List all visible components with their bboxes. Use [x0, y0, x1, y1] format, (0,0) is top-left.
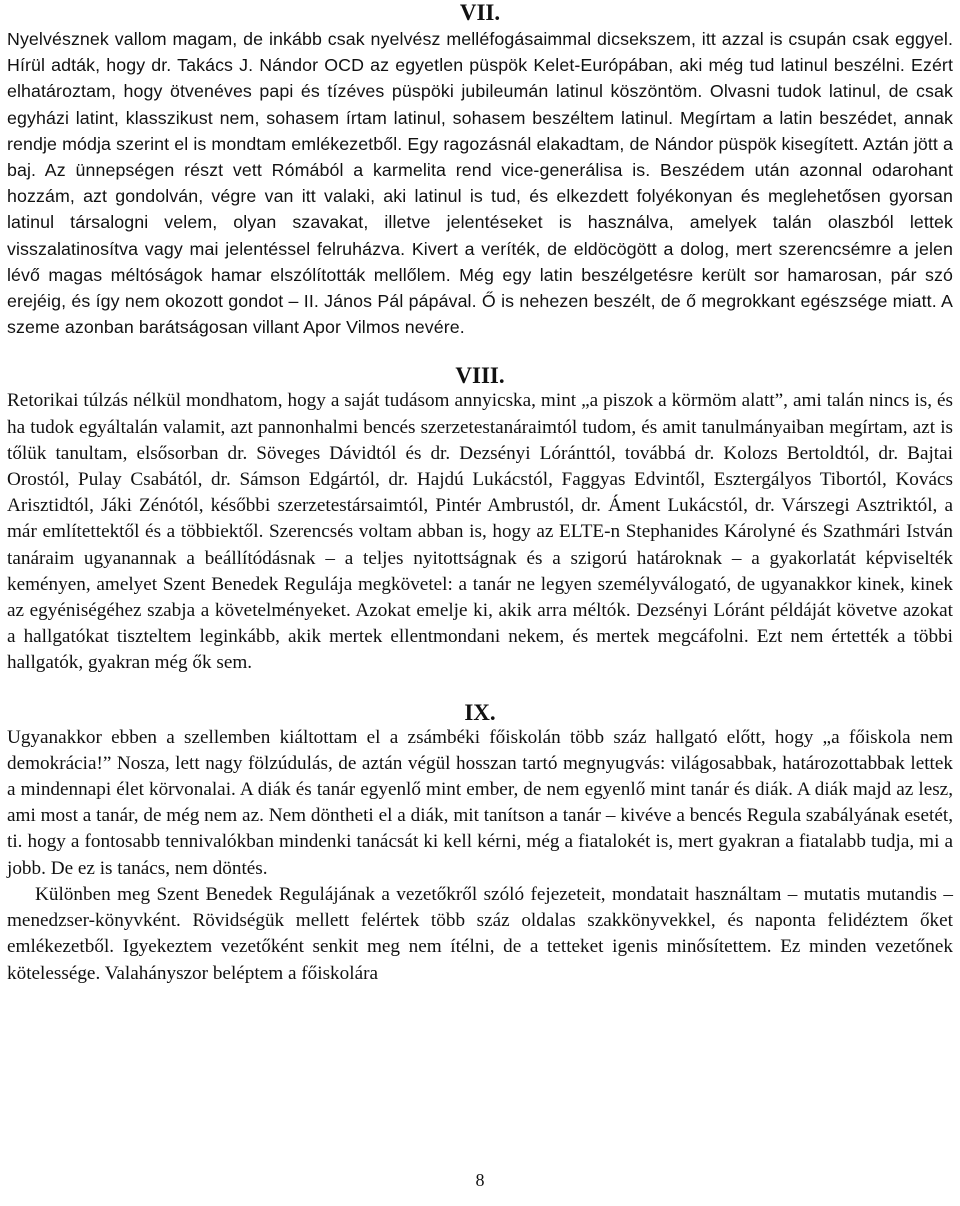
paragraph: Nyelvésznek vallom magam, de inkább csak nyelvész melléfogásaimmal dicsekszem, itt azzal is csupán csak eggyel. Hírül adták, hogy dr. Takács J. Nándor OCD az egyetlen püspök Kelet-Európában, aki még tud latinul beszélni. Ezért elhatároztam, hogy ötvenéves papi és tízéves püspöki jubileumán latinul köszöntöm. Olvasni tudok latinul, de csak egyházi latint, klasszikust nem, sohasem írtam latinul, sohasem beszéltem latinul. Megírtam a latin beszédet, annak rendje módja szerint el is mondtam emlékezetből. Egy ragozásnál elakadtam, de Nándor püspök kisegített. Aztán jött a baj. Az ünnepségen részt vett Rómából a karmelita rend vice-generálisa is. Beszédem után azonnal odarohant hozzám, azt gondolván, végre van itt valaki, aki latinul is tud, és elkezdett folyékonyan és meglehetősen gyorsan latinul társalogni velem, olyan szavakat, illetve jelentéseket is használva, amelyek talán olaszból lettek visszalatinosítva vagy mai jelentéssel felruházva. Kivert a veríték, de eldöcögött a dolog, mert szerencsémre a jelen lévő magas méltóságok hamar elszólították mellőlem. Még egy latin beszélgetésre került sor hamarosan, pár szó erejéig, és így nem okozott gondot – II. János Pál pápával. Ő is nehezen beszélt, de ő megrokkant egészsége miatt. A szeme azonban barátságosan villant Apor Vilmos nevére.	[7, 29, 953, 338]
section-viii	[7, 364, 953, 676]
section-title: VIII.	[455, 363, 505, 389]
page-number: 8	[475, 1170, 485, 1190]
section-vii	[7, 1, 953, 340]
section-title: VII.	[459, 0, 501, 25]
paragraph: Retorikai túlzás nélkül mondhatom, hogy a saját tudásom annyicska, mint „a piszok a körmöm alatt”, ami talán nincs is, és ha tudok egyáltalán valamit, azt pannonhalmi bencés szerzetestanáraimtól tudom, és amit tanulmányaiban megírtam, azt is tőlük tanultam, elsősorban dr. Söveges Dávidtól és dr. Dezsényi Lóránttól, továbbá dr. Kolozs Bertoldtól, dr. Bajtai Orostól, Pulay Csabától, dr. Sámson Edgártól, dr. Hajdú Lukácstól, Faggyas Edvintől, Esztergályos Tibortól, Kovács Arisztidtól, Jáki Zénótól, későbbi szerzetestársaimtól, Pintér Ambrustól, dr. Áment Lukácstól, dr. Várszegi Asztriktól, a már említettektől és a többiektől. Szerencsés voltam abban is, hogy az ELTE-n Stephanides Károlyné és Szathmári István tanáraim ugyanannak a beállítódásnak – a teljes nyitottságnak és a szigorú határoknak – a gyakorlatát képviselték keményen, amelyet Szent Benedek Regulája megkövetel: a tanár ne legyen személyválogató, de ugyanakkor kinek, kinek az egyéniségéhez szabja a követelményeket. Azokat emelje ki, akik arra méltók. Dezsényi Lóránt példáját követve azokat a hallgatókat tiszteltem leginkább, akik mertek ellentmondani nekem, és mertek megcáfolni. Ezt nem értették a többi hallgatók, gyakran még ők sem.	[7, 390, 953, 674]
document-page	[7, 0, 953, 987]
section-title: IX.	[464, 699, 496, 725]
section-ix	[7, 701, 953, 987]
paragraph: Különben meg Szent Benedek Regulájának a vezetőkről szóló fejezeteit, mondatait használtam – mutatis mutandis – menedzser-könyvként. Rövidségük mellett felértek több száz oldalas szakkönyvekkel, és naponta felidéztem őket emlékezetből. Igyekeztem vezetőként senkit meg nem ítélni, de a tetteket igenis minősítettem. Ez minden vezetőnek kötelessége. Valahányszor beléptem a főiskolára	[7, 883, 953, 984]
paragraph: Ugyanakkor ebben a szellemben kiáltottam el a zsámbéki főiskolán több száz hallgató előtt, hogy „a főiskola nem demokrácia!” Nosza, lett nagy fölzúdulás, de aztán végül hosszan tartó megnyugvás: világosabbak, határozottabbak lettek a mindennapi élet körvonalai. A diák és tanár egyenlő mint ember, de nem egyenlő mint tanár és diák. A diák majd az lesz, ami most a tanár, de még nem az. Nem döntheti el a diák, mit tanítson a tanár – kivéve a bencés Regula szabályának esetét, ti. hogy a fontosabb tennivalókban mindenki tanácsát ki kell kérni, még a fiatalokét is, mert gyakran a fiatalabb tudja, mi a jobb. De ez is tanács, nem döntés.	[7, 726, 953, 879]
